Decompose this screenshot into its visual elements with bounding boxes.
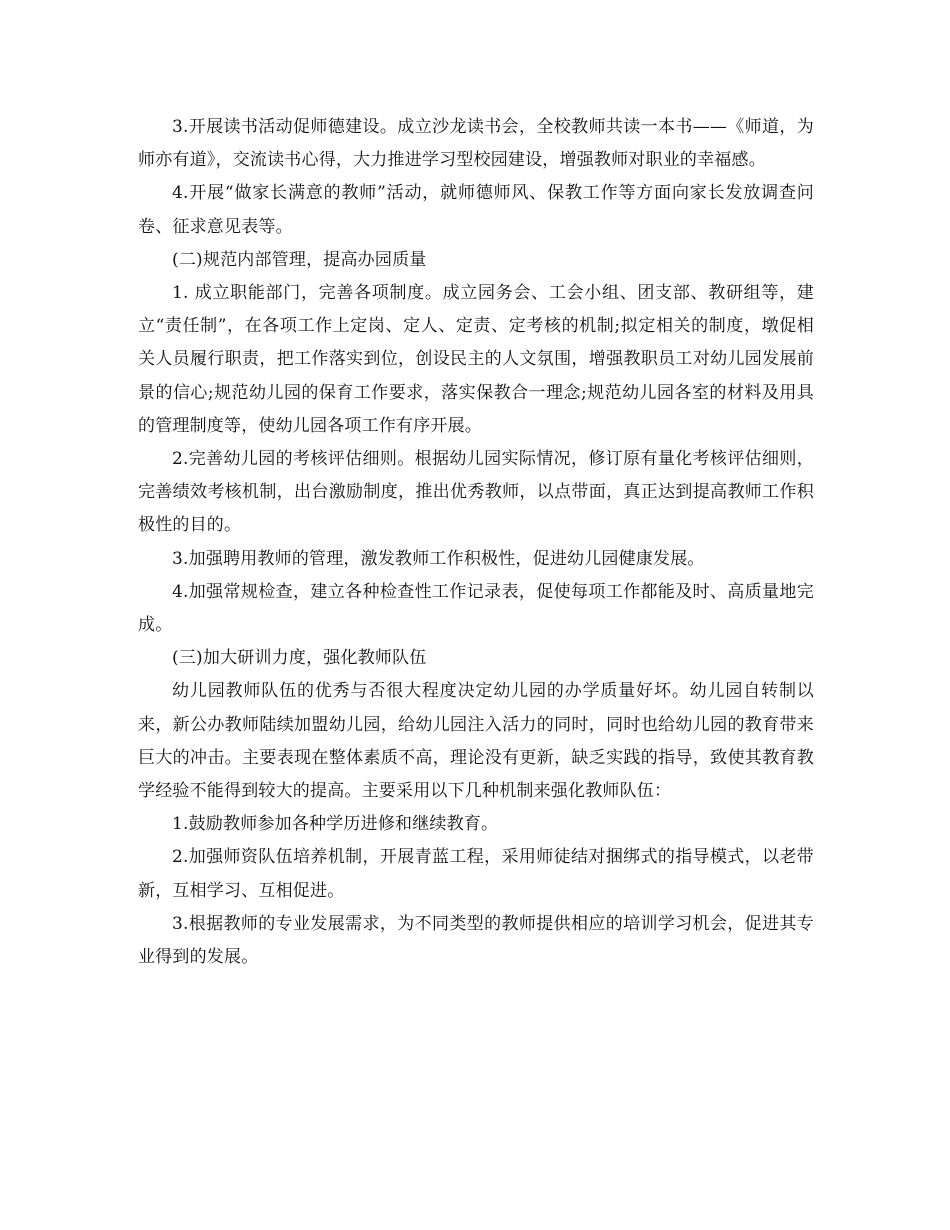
paragraph-further-education: 1.鼓励教师参加各种学历进修和继续教育。 — [172, 814, 499, 835]
paragraph-reading-activity: 3.开展读书活动促师德建设。成立沙龙读书会，全校教师共读一本书——《师道，为师亦有道》，交流读书心得，大力推进学习型校园建设，增强教师对职业的幸福感。 — [138, 117, 814, 171]
paragraph-parent-satisfaction: 4.开展“做家长满意的教师”活动，就师德师风、保教工作等方面向家长发放调查问卷、征求意见表等。 — [138, 183, 814, 237]
paragraph-assessment: 2.完善幼儿园的考核评估细则。根据幼儿园实际情况，修订原有量化考核评估细则，完善绩效考核机制，出台激励制度，推出优秀教师，以点带面，真正达到提高教师工作积极性的目的。 — [138, 449, 814, 536]
section-heading-training: (三)加大研训力度，强化教师队伍 — [172, 648, 427, 669]
paragraph-hired-teachers: 3.加强聘用教师的管理，激发教师工作积极性，促进幼儿园健康发展。 — [172, 548, 705, 569]
paragraph-departments: 1. 成立职能部门，完善各项制度。成立园务会、工会小组、团支部、教研组等，建立“责任制”，在各项工作上定岗、定人、定责、定考核的机制;拟定相关的制度，墩促相关人员履行职责，把工作落实到位，创设民主的人文氛围，增强教职员工对幼儿园发展前景的信心;规范幼儿园的保育工作要求，落实保教合一理念;规范幼儿园各室的材料及用具的管理制度等，使幼儿园各项工作有序开展。 — [138, 283, 814, 436]
paragraph-training-opportunities: 3.根据教师的专业发展需求，为不同类型的教师提供相应的培训学习机会，促进其专业得到的发展。 — [138, 913, 814, 968]
paragraph-routine-checks: 4.加强常规检查，建立各种检查性工作记录表，促使每项工作都能及时、高质量地完成。 — [138, 581, 814, 636]
document-page — [138, 111, 814, 974]
paragraph-teacher-quality: 幼儿园教师队伍的优秀与否很大程度决定幼儿园的办学质量好坏。幼儿园自转制以来，新公办教师陆续加盟幼儿园，给幼儿园注入活力的同时，同时也给幼儿园的教育带来巨大的冲击。主要表现在整体素质不高，理论没有更新，缺乏实践的指导，致使其教育教学经验不能得到较大的提高。主要采用以下几种机制来强化教师队伍： — [138, 681, 814, 802]
paragraph-mentoring: 2.加强师资队伍培养机制，开展青蓝工程，采用师徒结对捆绑式的指导模式，以老带新，互相学习、互相促进。 — [138, 847, 814, 901]
section-heading-management: (二)规范内部管理，提高办园质量 — [172, 249, 427, 270]
